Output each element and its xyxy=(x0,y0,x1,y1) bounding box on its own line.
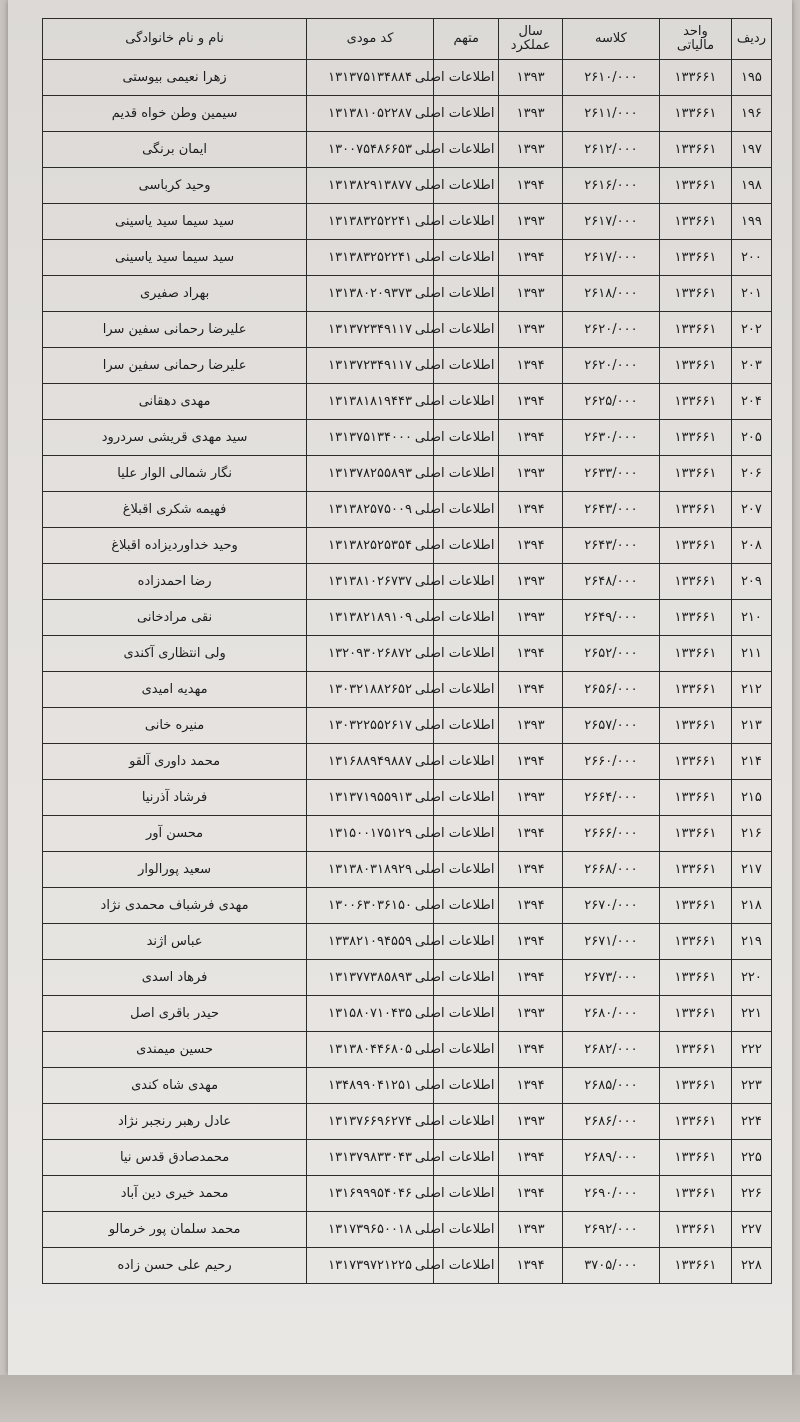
full-name-cell: رحیم علی حسن زاده xyxy=(43,1248,307,1284)
table-row xyxy=(43,600,772,636)
table-row xyxy=(43,96,772,132)
defendant-cell: اطلاعات اصلی xyxy=(433,672,499,708)
defendant-cell: اطلاعات اصلی xyxy=(433,600,499,636)
defendant-cell: اطلاعات اصلی xyxy=(433,348,499,384)
fiscal-year-cell: ۱۳۹۴ xyxy=(499,1248,562,1284)
fiscal-year-cell: ۱۳۹۴ xyxy=(499,348,562,384)
fiscal-year-cell: ۱۳۹۳ xyxy=(499,1212,562,1248)
defendant-cell: اطلاعات اصلی xyxy=(433,420,499,456)
table-row xyxy=(43,60,772,96)
table-header-row xyxy=(43,19,772,60)
taxpayer-code-cell: ۱۳۱۳۷۱۹۵۵۹۱۳ xyxy=(307,780,434,816)
file-number-cell: ۲۶۸۵/۰۰۰ xyxy=(562,1068,659,1104)
table-row xyxy=(43,636,772,672)
tax-unit-cell: ۱۳۳۶۶۱ xyxy=(660,312,732,348)
taxpayer-code-cell: ۱۳۴۸۹۹۰۴۱۲۵۱ xyxy=(307,1068,434,1104)
taxpayer-code-cell: ۱۳۱۷۳۹۶۵۰۰۱۸ xyxy=(307,1212,434,1248)
tax-unit-cell: ۱۳۳۶۶۱ xyxy=(660,528,732,564)
tax-unit-cell: ۱۳۳۶۶۱ xyxy=(660,384,732,420)
defendant-cell: اطلاعات اصلی xyxy=(433,1104,499,1140)
tax-unit-cell: ۱۳۳۶۶۱ xyxy=(660,780,732,816)
tax-unit-cell: ۱۳۳۶۶۱ xyxy=(660,1248,732,1284)
tax-unit-cell: ۱۳۳۶۶۱ xyxy=(660,888,732,924)
full-name-cell: وحید کرباسی xyxy=(43,168,307,204)
full-name-cell: مهدی دهقانی xyxy=(43,384,307,420)
table-row xyxy=(43,1248,772,1284)
full-name-cell: حسین میمندی xyxy=(43,1032,307,1068)
taxpayer-code-cell: ۱۳۱۳۸۱۸۱۹۴۴۳ xyxy=(307,384,434,420)
defendant-cell: اطلاعات اصلی xyxy=(433,996,499,1032)
table-row xyxy=(43,132,772,168)
taxpayer-code-cell: ۱۳۱۳۸۲۵۲۵۳۵۴ xyxy=(307,528,434,564)
row-number-cell: ۲۱۶ xyxy=(731,816,771,852)
full-name-cell: محمد داوری آلقو xyxy=(43,744,307,780)
tax-unit-cell: ۱۳۳۶۶۱ xyxy=(660,996,732,1032)
table-row xyxy=(43,744,772,780)
taxpayer-code-cell: ۱۳۱۳۷۲۳۴۹۱۱۷ xyxy=(307,312,434,348)
file-number-cell: ۲۶۴۳/۰۰۰ xyxy=(562,528,659,564)
defendant-cell: اطلاعات اصلی xyxy=(433,1140,499,1176)
tax-unit-cell: ۱۳۳۶۶۱ xyxy=(660,960,732,996)
row-number-cell: ۲۲۷ xyxy=(731,1212,771,1248)
tax-unit-cell: ۱۳۳۶۶۱ xyxy=(660,1176,732,1212)
file-number-cell: ۲۶۲۰/۰۰۰ xyxy=(562,348,659,384)
tax-unit-cell: ۱۳۳۶۶۱ xyxy=(660,564,732,600)
table-row xyxy=(43,1176,772,1212)
row-number-cell: ۲۰۴ xyxy=(731,384,771,420)
file-number-cell: ۲۶۵۲/۰۰۰ xyxy=(562,636,659,672)
fiscal-year-cell: ۱۳۹۳ xyxy=(499,60,562,96)
defendant-cell: اطلاعات اصلی xyxy=(433,1212,499,1248)
defendant-cell: اطلاعات اصلی xyxy=(433,384,499,420)
full-name-cell: بهراد صفیری xyxy=(43,276,307,312)
row-number-cell: ۲۱۲ xyxy=(731,672,771,708)
defendant-cell: اطلاعات اصلی xyxy=(433,528,499,564)
file-number-cell: ۲۶۱۱/۰۰۰ xyxy=(562,96,659,132)
row-number-cell: ۲۱۷ xyxy=(731,852,771,888)
table-row xyxy=(43,924,772,960)
defendant-cell: اطلاعات اصلی xyxy=(433,312,499,348)
row-number-cell: ۲۲۶ xyxy=(731,1176,771,1212)
table-body xyxy=(43,60,772,1284)
taxpayer-code-cell: ۱۳۰۳۲۲۵۵۲۶۱۷ xyxy=(307,708,434,744)
row-number-cell: ۲۲۸ xyxy=(731,1248,771,1284)
row-number-cell: ۲۲۱ xyxy=(731,996,771,1032)
fiscal-year-cell: ۱۳۹۳ xyxy=(499,708,562,744)
header-row-number: ردیف xyxy=(731,19,771,60)
row-number-cell: ۱۹۸ xyxy=(731,168,771,204)
header-fiscal-year: سال عملکرد xyxy=(499,19,562,60)
defendant-cell: اطلاعات اصلی xyxy=(433,1032,499,1068)
taxpayer-code-cell: ۱۳۱۷۳۹۷۲۱۲۲۵ xyxy=(307,1248,434,1284)
defendant-cell: اطلاعات اصلی xyxy=(433,924,499,960)
fiscal-year-cell: ۱۳۹۴ xyxy=(499,240,562,276)
fiscal-year-cell: ۱۳۹۳ xyxy=(499,456,562,492)
defendant-cell: اطلاعات اصلی xyxy=(433,240,499,276)
full-name-cell: ولی انتظاری آکندی xyxy=(43,636,307,672)
row-number-cell: ۲۱۴ xyxy=(731,744,771,780)
full-name-cell: نگار شمالی الوار علیا xyxy=(43,456,307,492)
tax-unit-cell: ۱۳۳۶۶۱ xyxy=(660,420,732,456)
row-number-cell: ۲۰۵ xyxy=(731,420,771,456)
defendant-cell: اطلاعات اصلی xyxy=(433,456,499,492)
table-row xyxy=(43,888,772,924)
table-row xyxy=(43,348,772,384)
taxpayer-code-cell: ۱۳۰۰۶۳۰۳۶۱۵۰ xyxy=(307,888,434,924)
background-surface xyxy=(0,1375,800,1422)
row-number-cell: ۲۰۹ xyxy=(731,564,771,600)
full-name-cell: علیرضا رحمانی سفین سرا xyxy=(43,348,307,384)
full-name-cell: محمد سلمان پور خرمالو xyxy=(43,1212,307,1248)
full-name-cell: فرشاد آذرنیا xyxy=(43,780,307,816)
tax-unit-cell: ۱۳۳۶۶۱ xyxy=(660,1140,732,1176)
file-number-cell: ۲۶۹۰/۰۰۰ xyxy=(562,1176,659,1212)
fiscal-year-cell: ۱۳۹۴ xyxy=(499,888,562,924)
row-number-cell: ۲۰۶ xyxy=(731,456,771,492)
defendant-cell: اطلاعات اصلی xyxy=(433,96,499,132)
taxpayer-code-cell: ۱۳۱۳۸۱۰۲۶۷۳۷ xyxy=(307,564,434,600)
taxpayer-code-cell: ۱۳۱۳۷۹۸۳۳۰۴۳ xyxy=(307,1140,434,1176)
file-number-cell: ۲۶۶۶/۰۰۰ xyxy=(562,816,659,852)
taxpayer-code-cell: ۱۳۱۳۸۰۴۴۶۸۰۵ xyxy=(307,1032,434,1068)
defendant-cell: اطلاعات اصلی xyxy=(433,168,499,204)
defendant-cell: اطلاعات اصلی xyxy=(433,744,499,780)
taxpayer-code-cell: ۱۳۰۳۲۱۸۸۲۶۵۲ xyxy=(307,672,434,708)
row-number-cell: ۲۲۰ xyxy=(731,960,771,996)
row-number-cell: ۲۱۹ xyxy=(731,924,771,960)
tax-unit-cell: ۱۳۳۶۶۱ xyxy=(660,1104,732,1140)
header-file-number: کلاسه xyxy=(562,19,659,60)
defendant-cell: اطلاعات اصلی xyxy=(433,1068,499,1104)
file-number-cell: ۲۶۱۶/۰۰۰ xyxy=(562,168,659,204)
fiscal-year-cell: ۱۳۹۳ xyxy=(499,600,562,636)
table-row xyxy=(43,240,772,276)
fiscal-year-cell: ۱۳۹۳ xyxy=(499,96,562,132)
full-name-cell: علیرضا رحمانی سفین سرا xyxy=(43,312,307,348)
row-number-cell: ۲۰۰ xyxy=(731,240,771,276)
row-number-cell: ۱۹۶ xyxy=(731,96,771,132)
file-number-cell: ۲۶۷۱/۰۰۰ xyxy=(562,924,659,960)
header-defendant: متهم xyxy=(433,19,499,60)
full-name-cell: محمدصادق قدس نیا xyxy=(43,1140,307,1176)
taxpayer-code-cell: ۱۳۱۳۸۲۹۱۳۸۷۷ xyxy=(307,168,434,204)
tax-unit-cell: ۱۳۳۶۶۱ xyxy=(660,672,732,708)
fiscal-year-cell: ۱۳۹۴ xyxy=(499,744,562,780)
full-name-cell: عادل رهبر رنجبر نژاد xyxy=(43,1104,307,1140)
tax-unit-cell: ۱۳۳۶۶۱ xyxy=(660,1212,732,1248)
file-number-cell: ۲۶۴۳/۰۰۰ xyxy=(562,492,659,528)
full-name-cell: محسن آور xyxy=(43,816,307,852)
fiscal-year-cell: ۱۳۹۴ xyxy=(499,1068,562,1104)
defendant-cell: اطلاعات اصلی xyxy=(433,492,499,528)
taxpayer-code-cell: ۱۳۱۳۷۶۶۹۶۲۷۴ xyxy=(307,1104,434,1140)
row-number-cell: ۲۱۳ xyxy=(731,708,771,744)
table-row xyxy=(43,1140,772,1176)
tax-unit-cell: ۱۳۳۶۶۱ xyxy=(660,1068,732,1104)
file-number-cell: ۲۶۸۰/۰۰۰ xyxy=(562,996,659,1032)
file-number-cell: ۲۶۶۰/۰۰۰ xyxy=(562,744,659,780)
full-name-cell: حیدر باقری اصل xyxy=(43,996,307,1032)
taxpayer-code-cell: ۱۳۱۳۸۰۲۰۹۳۷۳ xyxy=(307,276,434,312)
file-number-cell: ۲۶۲۵/۰۰۰ xyxy=(562,384,659,420)
defendant-cell: اطلاعات اصلی xyxy=(433,960,499,996)
tax-unit-cell: ۱۳۳۶۶۱ xyxy=(660,600,732,636)
row-number-cell: ۲۰۱ xyxy=(731,276,771,312)
fiscal-year-cell: ۱۳۹۴ xyxy=(499,636,562,672)
paper-sheet xyxy=(8,0,792,1375)
file-number-cell: ۲۶۱۷/۰۰۰ xyxy=(562,240,659,276)
fiscal-year-cell: ۱۳۹۳ xyxy=(499,276,562,312)
table-row xyxy=(43,1212,772,1248)
taxpayer-code-cell: ۱۳۱۳۸۳۲۵۲۲۴۱ xyxy=(307,240,434,276)
defendant-cell: اطلاعات اصلی xyxy=(433,1176,499,1212)
table-row xyxy=(43,420,772,456)
defendant-cell: اطلاعات اصلی xyxy=(433,852,499,888)
tax-unit-cell: ۱۳۳۶۶۱ xyxy=(660,132,732,168)
table-row xyxy=(43,816,772,852)
taxpayer-code-cell: ۱۳۱۳۸۱۰۵۲۲۸۷ xyxy=(307,96,434,132)
row-number-cell: ۲۰۷ xyxy=(731,492,771,528)
fiscal-year-cell: ۱۳۹۴ xyxy=(499,528,562,564)
full-name-cell: محمد خیری دین آباد xyxy=(43,1176,307,1212)
defendant-cell: اطلاعات اصلی xyxy=(433,888,499,924)
tax-unit-cell: ۱۳۳۶۶۱ xyxy=(660,204,732,240)
defendant-cell: اطلاعات اصلی xyxy=(433,708,499,744)
file-number-cell: ۲۶۱۰/۰۰۰ xyxy=(562,60,659,96)
table-row xyxy=(43,384,772,420)
table-row xyxy=(43,1068,772,1104)
defendant-cell: اطلاعات اصلی xyxy=(433,564,499,600)
fiscal-year-cell: ۱۳۹۳ xyxy=(499,564,562,600)
full-name-cell: سید مهدی قریشی سردرود xyxy=(43,420,307,456)
file-number-cell: ۲۶۱۸/۰۰۰ xyxy=(562,276,659,312)
file-number-cell: ۲۶۹۲/۰۰۰ xyxy=(562,1212,659,1248)
fiscal-year-cell: ۱۳۹۴ xyxy=(499,924,562,960)
row-number-cell: ۲۲۳ xyxy=(731,1068,771,1104)
tax-unit-cell: ۱۳۳۶۶۱ xyxy=(660,348,732,384)
taxpayer-code-cell: ۱۳۱۳۸۰۳۱۸۹۲۹ xyxy=(307,852,434,888)
full-name-cell: عباس اژند xyxy=(43,924,307,960)
defendant-cell: اطلاعات اصلی xyxy=(433,816,499,852)
table-row xyxy=(43,1032,772,1068)
fiscal-year-cell: ۱۳۹۴ xyxy=(499,384,562,420)
row-number-cell: ۲۰۲ xyxy=(731,312,771,348)
row-number-cell: ۲۱۰ xyxy=(731,600,771,636)
file-number-cell: ۲۶۸۹/۰۰۰ xyxy=(562,1140,659,1176)
fiscal-year-cell: ۱۳۹۴ xyxy=(499,420,562,456)
tax-unit-cell: ۱۳۳۶۶۱ xyxy=(660,816,732,852)
file-number-cell: ۲۶۴۹/۰۰۰ xyxy=(562,600,659,636)
full-name-cell: فهیمه شکری اقبلاغ xyxy=(43,492,307,528)
defendant-cell: اطلاعات اصلی xyxy=(433,780,499,816)
table-row xyxy=(43,708,772,744)
row-number-cell: ۱۹۹ xyxy=(731,204,771,240)
fiscal-year-cell: ۱۳۹۳ xyxy=(499,204,562,240)
table-row xyxy=(43,204,772,240)
taxpayer-code-cell: ۱۳۱۳۸۲۱۸۹۱۰۹ xyxy=(307,600,434,636)
file-number-cell: ۲۶۵۶/۰۰۰ xyxy=(562,672,659,708)
taxpayer-code-cell: ۱۳۳۸۲۱۰۹۴۵۵۹ xyxy=(307,924,434,960)
fiscal-year-cell: ۱۳۹۴ xyxy=(499,492,562,528)
taxpayer-code-cell: ۱۳۰۰۷۵۴۸۶۶۵۳ xyxy=(307,132,434,168)
full-name-cell: زهرا نعیمی بیوستی xyxy=(43,60,307,96)
full-name-cell: سید سیما سید یاسینی xyxy=(43,240,307,276)
table-row xyxy=(43,996,772,1032)
table-row xyxy=(43,1104,772,1140)
defendant-cell: اطلاعات اصلی xyxy=(433,132,499,168)
defendant-cell: اطلاعات اصلی xyxy=(433,276,499,312)
fiscal-year-cell: ۱۳۹۳ xyxy=(499,996,562,1032)
file-number-cell: ۲۶۷۳/۰۰۰ xyxy=(562,960,659,996)
full-name-cell: سعید پورالوار xyxy=(43,852,307,888)
tax-unit-cell: ۱۳۳۶۶۱ xyxy=(660,744,732,780)
table-row xyxy=(43,672,772,708)
table-row xyxy=(43,168,772,204)
fiscal-year-cell: ۱۳۹۴ xyxy=(499,816,562,852)
header-taxpayer-code: کد مودی xyxy=(307,19,434,60)
full-name-cell: فرهاد اسدی xyxy=(43,960,307,996)
full-name-cell: ایمان برنگی xyxy=(43,132,307,168)
row-number-cell: ۲۲۴ xyxy=(731,1104,771,1140)
fiscal-year-cell: ۱۳۹۳ xyxy=(499,312,562,348)
file-number-cell: ۲۶۱۲/۰۰۰ xyxy=(562,132,659,168)
taxpayer-code-cell: ۱۳۱۳۸۳۲۵۲۲۴۱ xyxy=(307,204,434,240)
row-number-cell: ۲۰۳ xyxy=(731,348,771,384)
taxpayer-code-cell: ۱۳۲۰۹۳۰۲۶۸۷۲ xyxy=(307,636,434,672)
file-number-cell: ۲۶۱۷/۰۰۰ xyxy=(562,204,659,240)
table-row xyxy=(43,312,772,348)
taxpayer-code-cell: ۱۳۱۳۷۵۱۳۴۰۰۰ xyxy=(307,420,434,456)
row-number-cell: ۲۱۸ xyxy=(731,888,771,924)
defendant-cell: اطلاعات اصلی xyxy=(433,60,499,96)
file-number-cell: ۲۶۷۰/۰۰۰ xyxy=(562,888,659,924)
fiscal-year-cell: ۱۳۹۳ xyxy=(499,132,562,168)
table-row xyxy=(43,456,772,492)
row-number-cell: ۲۰۸ xyxy=(731,528,771,564)
file-number-cell: ۲۶۵۷/۰۰۰ xyxy=(562,708,659,744)
row-number-cell: ۲۱۱ xyxy=(731,636,771,672)
table-row xyxy=(43,564,772,600)
tax-unit-cell: ۱۳۳۶۶۱ xyxy=(660,492,732,528)
file-number-cell: ۲۶۳۳/۰۰۰ xyxy=(562,456,659,492)
fiscal-year-cell: ۱۳۹۴ xyxy=(499,672,562,708)
file-number-cell: ۲۶۸۲/۰۰۰ xyxy=(562,1032,659,1068)
taxpayer-code-cell: ۱۳۱۶۸۸۹۴۹۸۸۷ xyxy=(307,744,434,780)
full-name-cell: وحید خداوردیزاده اقبلاغ xyxy=(43,528,307,564)
full-name-cell: نقی مرادخانی xyxy=(43,600,307,636)
tax-unit-cell: ۱۳۳۶۶۱ xyxy=(660,240,732,276)
full-name-cell: مهدیه امیدی xyxy=(43,672,307,708)
file-number-cell: ۲۶۳۰/۰۰۰ xyxy=(562,420,659,456)
file-number-cell: ۲۶۶۴/۰۰۰ xyxy=(562,780,659,816)
taxpayer-code-cell: ۱۳۱۳۷۵۱۳۴۸۸۴ xyxy=(307,60,434,96)
table-row xyxy=(43,960,772,996)
row-number-cell: ۲۲۲ xyxy=(731,1032,771,1068)
table-row xyxy=(43,780,772,816)
full-name-cell: سیمین وطن خواه قدیم xyxy=(43,96,307,132)
taxpayer-code-cell: ۱۳۱۵۰۰۱۷۵۱۲۹ xyxy=(307,816,434,852)
tax-unit-cell: ۱۳۳۶۶۱ xyxy=(660,60,732,96)
tax-unit-cell: ۱۳۳۶۶۱ xyxy=(660,924,732,960)
full-name-cell: رضا احمدزاده xyxy=(43,564,307,600)
full-name-cell: منیره خانی xyxy=(43,708,307,744)
file-number-cell: ۲۶۴۸/۰۰۰ xyxy=(562,564,659,600)
file-number-cell: ۲۶۸۶/۰۰۰ xyxy=(562,1104,659,1140)
fiscal-year-cell: ۱۳۹۴ xyxy=(499,1176,562,1212)
header-full-name: نام و نام خانوادگی xyxy=(43,19,307,60)
file-number-cell: ۲۶۲۰/۰۰۰ xyxy=(562,312,659,348)
file-number-cell: ۳۷۰۵/۰۰۰ xyxy=(562,1248,659,1284)
tax-unit-cell: ۱۳۳۶۶۱ xyxy=(660,276,732,312)
table-row xyxy=(43,276,772,312)
taxpayer-code-cell: ۱۳۱۳۷۲۳۴۹۱۱۷ xyxy=(307,348,434,384)
fiscal-year-cell: ۱۳۹۴ xyxy=(499,1140,562,1176)
taxpayer-code-cell: ۱۳۱۳۷۷۳۸۵۸۹۳ xyxy=(307,960,434,996)
taxpayer-code-cell: ۱۳۱۳۸۲۵۷۵۰۰۹ xyxy=(307,492,434,528)
fiscal-year-cell: ۱۳۹۴ xyxy=(499,852,562,888)
taxpayer-code-cell: ۱۳۱۳۷۸۲۵۵۸۹۳ xyxy=(307,456,434,492)
row-number-cell: ۲۲۵ xyxy=(731,1140,771,1176)
full-name-cell: مهدی شاه کندی xyxy=(43,1068,307,1104)
fiscal-year-cell: ۱۳۹۴ xyxy=(499,168,562,204)
tax-unit-cell: ۱۳۳۶۶۱ xyxy=(660,168,732,204)
defendant-cell: اطلاعات اصلی xyxy=(433,636,499,672)
row-number-cell: ۱۹۷ xyxy=(731,132,771,168)
row-number-cell: ۱۹۵ xyxy=(731,60,771,96)
fiscal-year-cell: ۱۳۹۳ xyxy=(499,780,562,816)
fiscal-year-cell: ۱۳۹۴ xyxy=(499,1032,562,1068)
tax-unit-cell: ۱۳۳۶۶۱ xyxy=(660,96,732,132)
full-name-cell: سید سیما سید یاسینی xyxy=(43,204,307,240)
tax-unit-cell: ۱۳۳۶۶۱ xyxy=(660,636,732,672)
table-row xyxy=(43,528,772,564)
tax-unit-cell: ۱۳۳۶۶۱ xyxy=(660,1032,732,1068)
defendant-cell: اطلاعات اصلی xyxy=(433,204,499,240)
table-row xyxy=(43,852,772,888)
fiscal-year-cell: ۱۳۹۳ xyxy=(499,1104,562,1140)
row-number-cell: ۲۱۵ xyxy=(731,780,771,816)
taxpayer-code-cell: ۱۳۱۶۹۹۹۵۴۰۴۶ xyxy=(307,1176,434,1212)
taxpayer-table xyxy=(42,18,772,1284)
tax-unit-cell: ۱۳۳۶۶۱ xyxy=(660,708,732,744)
fiscal-year-cell: ۱۳۹۴ xyxy=(499,960,562,996)
taxpayer-code-cell: ۱۳۱۵۸۰۷۱۰۴۳۵ xyxy=(307,996,434,1032)
tax-unit-cell: ۱۳۳۶۶۱ xyxy=(660,456,732,492)
tax-unit-cell: ۱۳۳۶۶۱ xyxy=(660,852,732,888)
full-name-cell: مهدی فرشباف محمدی نژاد xyxy=(43,888,307,924)
table-row xyxy=(43,492,772,528)
file-number-cell: ۲۶۶۸/۰۰۰ xyxy=(562,852,659,888)
defendant-cell: اطلاعات اصلی xyxy=(433,1248,499,1284)
header-tax-unit: واحد مالیاتی xyxy=(660,19,732,60)
